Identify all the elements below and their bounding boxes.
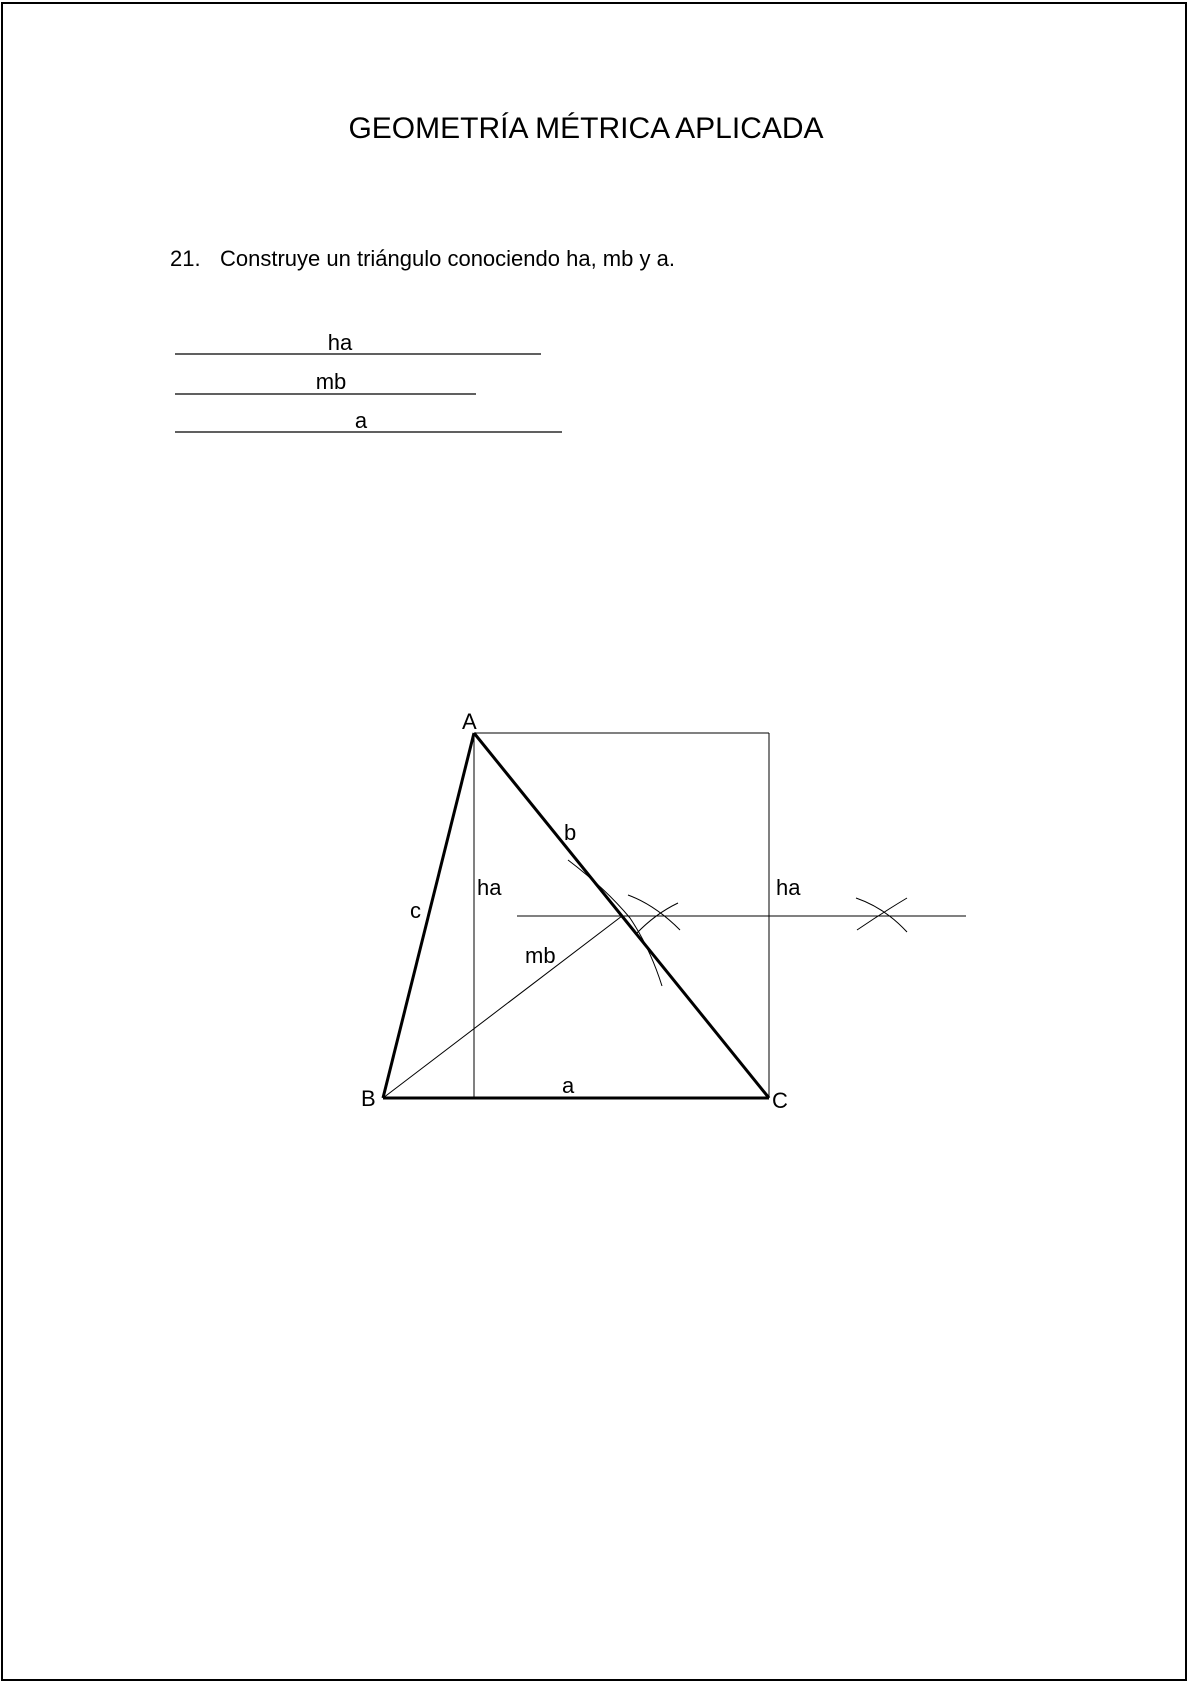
vertex-c-label: C	[772, 1088, 788, 1113]
construction-lines	[383, 733, 966, 1098]
arc-cross-left-1	[628, 895, 680, 930]
arc-cross-left-2	[636, 903, 678, 934]
right-ha-label: ha	[776, 875, 801, 900]
side-b-label: b	[564, 820, 577, 845]
side-c-label: c	[410, 898, 421, 923]
problem-text: Construye un triángulo conociendo ha, mb y a.	[220, 246, 675, 271]
segment-a-label: a	[354, 408, 368, 433]
side-c	[383, 733, 474, 1098]
given-segments	[175, 330, 562, 433]
altitude-ha-label: ha	[477, 875, 502, 900]
segment-mb-label: mb	[315, 369, 347, 394]
problem-number: 21.	[170, 246, 201, 271]
vertex-b-label: B	[361, 1086, 376, 1111]
side-a-label: a	[562, 1073, 575, 1098]
page-title: GEOMETRÍA MÉTRICA APLICADA	[348, 112, 824, 145]
diagram-labels	[361, 709, 801, 1113]
median-mb-label: mb	[525, 943, 556, 968]
arc-cross-right-2	[857, 898, 907, 930]
median-mb	[383, 916, 622, 1098]
segment-ha-label: ha	[327, 330, 353, 355]
vertex-a-label: A	[462, 709, 477, 734]
